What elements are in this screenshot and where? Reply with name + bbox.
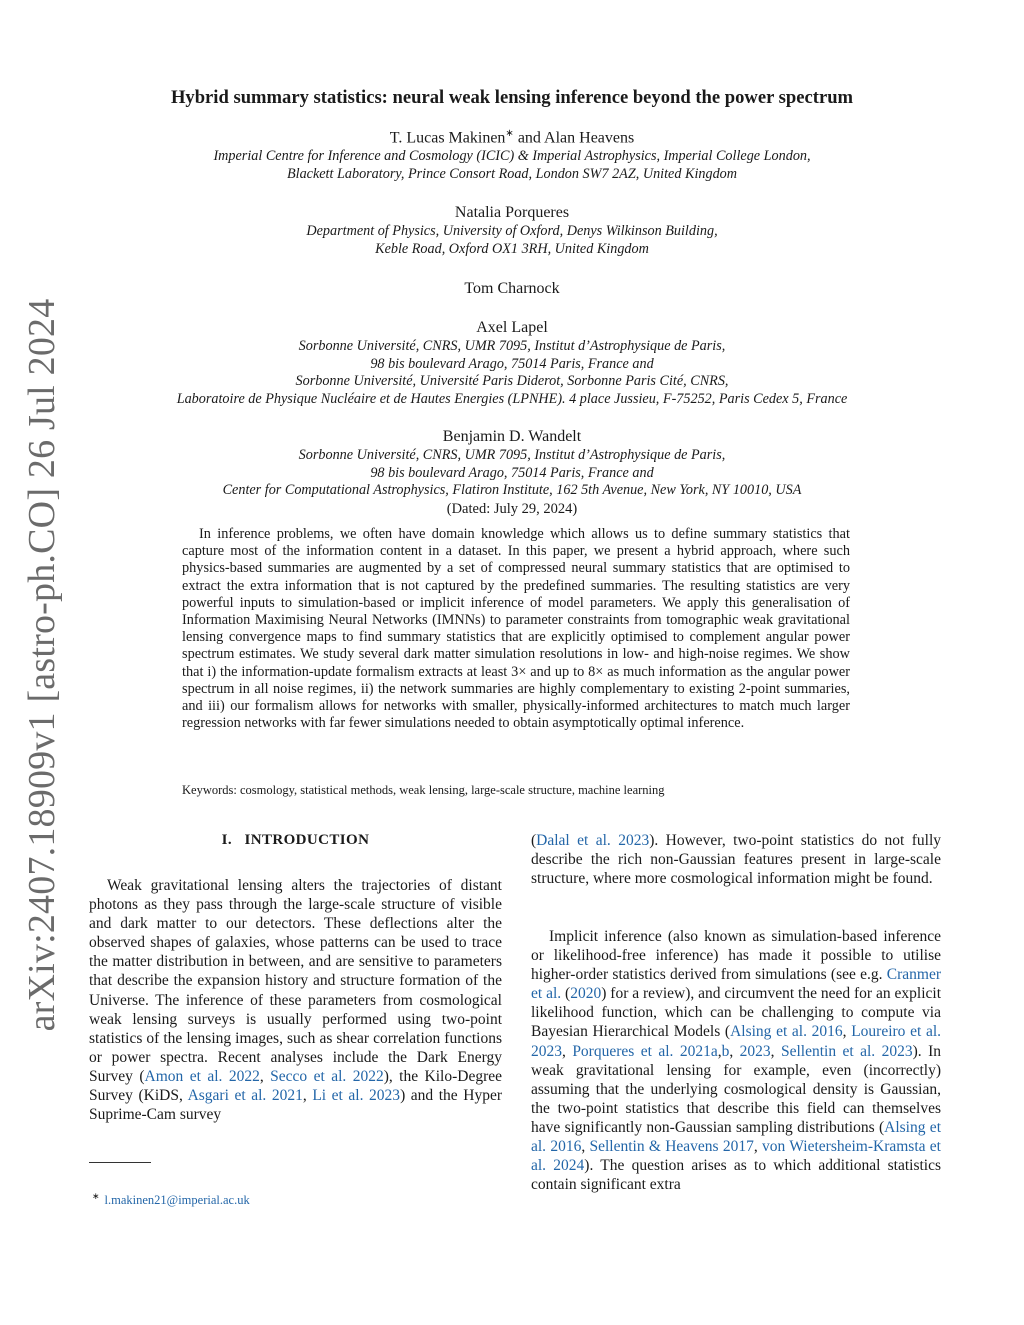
affiliation-4 bbox=[0, 338, 1024, 408]
section-title: INTRODUCTION bbox=[244, 832, 370, 848]
citation-link[interactable]: Secco et al. 2022 bbox=[270, 1067, 384, 1085]
affiliation-line: 98 bis boulevard Arago, 75014 Paris, France and bbox=[370, 464, 654, 481]
author-line-1 bbox=[0, 128, 1024, 147]
citation-link[interactable]: Asgari et al. 2021 bbox=[187, 1087, 303, 1105]
section-number: I. bbox=[221, 832, 233, 848]
author-name: Natalia Porqueres bbox=[454, 204, 570, 221]
author-line-2 bbox=[0, 204, 1024, 222]
citation-link[interactable]: Alsing et al. 2016 bbox=[531, 1118, 941, 1156]
affiliation-1 bbox=[0, 148, 1024, 183]
paragraph-text: , bbox=[259, 1067, 271, 1085]
affiliation-line: Blackett Laboratory, Prince Consort Road, London SW7 2AZ, United Kingdom bbox=[286, 165, 738, 182]
keywords: Keywords: cosmology, statistical methods, weak lensing, large-scale structure, machine learning bbox=[182, 783, 665, 797]
affiliation-line: 98 bis boulevard Arago, 75014 Paris, France and bbox=[370, 355, 654, 372]
affiliation-5 bbox=[0, 447, 1024, 500]
affiliation-line: Center for Computational Astrophysics, Flatiron Institute, 162 5th Avenue, New York, NY 10010, USA bbox=[222, 482, 802, 499]
corresponding-author-mark: ∗ bbox=[505, 128, 514, 139]
footnote bbox=[92, 1191, 250, 1208]
author-name: Axel Lapel bbox=[476, 319, 548, 336]
paragraph-text: , bbox=[562, 1042, 573, 1060]
citation-link[interactable]: Porqueres et al. 2021a bbox=[572, 1042, 718, 1060]
paragraph-text: ). The question arises as to which additional statistics contain significant extra bbox=[531, 1157, 942, 1194]
paragraph-text: Implicit inference (also known as simulation-based inference or likelihood-free inference) has made it possible to utilise higher-order statistics derived from simulations (see e.g. bbox=[531, 928, 941, 984]
intro-paragraph-1-continued bbox=[531, 831, 941, 888]
author-conjunction: and bbox=[517, 129, 541, 147]
intro-paragraph-1 bbox=[89, 876, 502, 1124]
paragraph-text: , bbox=[770, 1042, 781, 1060]
author-name: Benjamin D. Wandelt bbox=[442, 428, 582, 445]
paragraph-text: , bbox=[729, 1042, 740, 1060]
author-name: Alan Heavens bbox=[544, 129, 635, 147]
section-heading-introduction bbox=[88, 832, 503, 849]
paragraph-text: ), the Kilo-Degree Survey (KiDS, bbox=[89, 1067, 503, 1105]
paragraph-text: ). In weak gravitational lensing for example, even (incorrectly) assuming that the underlying cosmological density is Gaussian, the two-point statistics that describe this field can themselves have significantly non-Gaussian sampling distributions ( bbox=[531, 1042, 942, 1136]
intro-paragraph-2 bbox=[531, 927, 941, 1194]
citation-link[interactable]: b bbox=[721, 1042, 730, 1060]
citation-link[interactable]: Sellentin & Heavens 2017 bbox=[589, 1138, 754, 1156]
citation-link[interactable]: Dalal et al. 2023 bbox=[536, 832, 650, 849]
paper-title: Hybrid summary statistics: neural weak lensing inference beyond the power spectrum bbox=[170, 87, 854, 108]
paragraph-text: , bbox=[842, 1023, 852, 1041]
paragraph-text: , bbox=[581, 1138, 590, 1156]
citation-link[interactable]: Amon et al. 2022 bbox=[144, 1067, 260, 1085]
affiliation-line: Imperial Centre for Inference and Cosmology (ICIC) & Imperial Astrophysics, Imperial College London, bbox=[213, 148, 811, 164]
affiliation-2 bbox=[0, 223, 1024, 258]
paragraph-text: ( bbox=[561, 985, 571, 1003]
affiliation-line: Keble Road, Oxford OX1 3RH, United Kingdom bbox=[375, 240, 649, 257]
citation-link[interactable]: von Wietersheim-Kramsta et al. 2024 bbox=[531, 1138, 941, 1175]
paragraph-text: ( bbox=[531, 832, 537, 849]
citation-link[interactable]: Alsing et al. 2016 bbox=[730, 1023, 843, 1041]
citation-link[interactable]: 2023 bbox=[739, 1042, 771, 1060]
affiliation-line: Sorbonne Université, CNRS, UMR 7095, Institut d’Astrophysique de Paris, bbox=[298, 447, 726, 463]
author-name: Tom Charnock bbox=[464, 280, 560, 297]
citation-link[interactable]: Li et al. 2023 bbox=[312, 1087, 401, 1105]
paragraph-text: Weak gravitational lensing alters the trajectories of distant photons as they pass through the large-scale structure of visible and dark matter to our detectors. These deflections alter the observed shapes of galaxies, whose patterns can be used to trace the matter distribution in between, and are sensitive to parameters that describe the expansion history and structure formation of the Universe. The inference of these parameters from cosmological weak lensing surveys is usually performed using two-point statistics of the lensing images, such as shear correlation functions or power spectra. Recent analyses include the Dark Energy Survey ( bbox=[89, 877, 502, 1085]
citation-link[interactable]: 2020 bbox=[570, 985, 602, 1003]
affiliation-line: Sorbonne Université, Université Paris Diderot, Sorbonne Paris Cité, CNRS, bbox=[295, 373, 729, 390]
citation-link[interactable]: Sellentin et al. 2023 bbox=[780, 1042, 913, 1060]
paragraph-text: ) for a review), and circumvent the need for an explicit likelihood function, which can be challenging to compute via Bayesian Hierarchical Models ( bbox=[531, 985, 941, 1041]
affiliation-line: Department of Physics, University of Oxford, Denys Wilkinson Building, bbox=[306, 223, 718, 239]
paragraph-text: ) and the Hyper Suprime-Cam survey bbox=[89, 1087, 502, 1124]
affiliation-line: Laboratoire de Physique Nucléaire et de Hautes Energies (LPNHE). 4 place Jussieu, F-75252, Paris Cedex 5, France bbox=[176, 390, 848, 407]
author-line-3 bbox=[0, 280, 1024, 298]
paragraph-text: ). However, two-point statistics do not fully describe the rich non-Gaussian features present in large-scale structure, where more cosmological information might be found. bbox=[531, 832, 941, 888]
arxiv-identifier-text: arXiv:2407.18909v1 [astro-ph.CO] 26 Jul 2024 bbox=[21, 298, 63, 1032]
footnote-divider bbox=[89, 1162, 151, 1163]
paragraph-text: , bbox=[717, 1042, 722, 1060]
citation-link[interactable]: Loureiro et al. 2023 bbox=[531, 1023, 942, 1060]
paragraph-text: , bbox=[753, 1138, 763, 1156]
footnote-mark: ∗ bbox=[92, 1191, 100, 1201]
author-name: T. Lucas Makinen bbox=[389, 129, 506, 147]
author-email-link[interactable]: l.makinen21@imperial.ac.uk bbox=[104, 1193, 250, 1208]
author-line-4 bbox=[0, 319, 1024, 337]
abstract: In inference problems, we often have domain knowledge which allows us to define summary statistics that capture most of the information content in a dataset. In this paper, we present a hybrid approach, where such physics-based summaries are augmented by a set of compressed neural summary statistics that are optimised to extract the extra information that is not captured by the predefined summaries. The resulting statistics are very powerful inputs to simulation-based or implicit inference of model parameters. We apply this generalisation of Information Maximising Neural Networks (IMNNs) to parameter constraints from tomographic weak gravitational lensing convergence maps to find summary statistics that are explicitly optimised to complement angular power spectrum estimates. We study several dark matter simulation resolutions in low- and high-noise regimes. We show that i) the information-update formalism extracts at least 3× and up to 8× as much information as the angular power spectrum in all noise regimes, ii) the network summaries are highly complementary to existing 2-point summaries, and iii) our formalism allows for networks with smaller, physically-informed architectures to match much larger regression networks with far fewer simulations needed to obtain asymptotically optimal inference. bbox=[182, 526, 850, 732]
affiliation-line: Sorbonne Université, CNRS, UMR 7095, Institut d’Astrophysique de Paris, bbox=[298, 338, 726, 354]
paragraph-text: , bbox=[302, 1087, 313, 1105]
author-line-5 bbox=[0, 428, 1024, 446]
citation-link[interactable]: Cranmer et al. bbox=[531, 966, 941, 1003]
dated-line: (Dated: July 29, 2024) bbox=[446, 501, 578, 517]
